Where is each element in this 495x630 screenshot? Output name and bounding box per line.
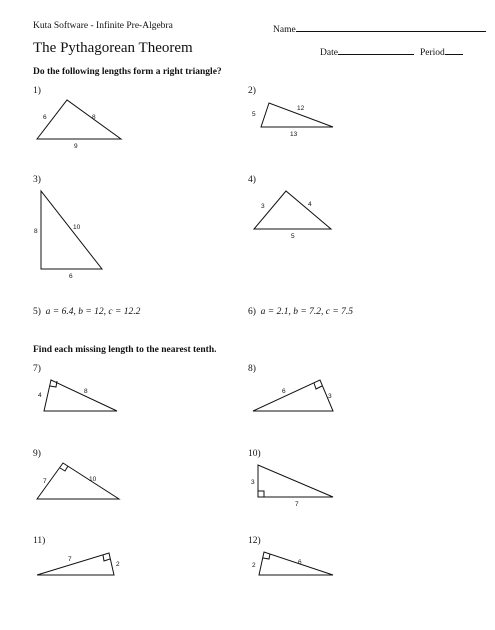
problem-4-side-label: 5: [291, 233, 295, 240]
problem-10-number: 10): [248, 449, 261, 459]
problem-2-number: 2): [248, 86, 256, 96]
page-title: The Pythagorean Theorem: [33, 40, 193, 56]
publisher-line: Kuta Software - Infinite Pre-Algebra: [33, 21, 173, 31]
problem-1-side-label: 6: [43, 114, 47, 121]
problem-7-side-label: 8: [84, 388, 88, 395]
problem-10-side-label: 7: [295, 501, 299, 508]
name-label: Name: [273, 25, 296, 35]
problem-3-outline: [41, 191, 102, 269]
problem-8-right-angle-mark: [314, 383, 322, 389]
problem-11-triangle: [37, 553, 120, 575]
problem-9-outline: [37, 463, 119, 499]
problem-9-triangle: [37, 463, 119, 499]
problem-7-outline: [44, 380, 117, 411]
problem-5-number: 5): [33, 307, 41, 317]
period-label: Period: [420, 48, 445, 58]
problem-11-side-label: 7: [68, 556, 72, 563]
problem-8-side-label: 3: [328, 393, 332, 400]
problem-7-triangle: [38, 380, 117, 411]
problem-4-side-label: 4: [308, 201, 312, 208]
problem-4-triangle: [254, 191, 331, 240]
problem-4-side-label: 3: [261, 203, 265, 210]
problem-7-number: 7): [33, 364, 41, 374]
problem-12-right-angle-mark: [263, 554, 270, 559]
problem-3-triangle: [34, 191, 102, 280]
problem-10-side-label: 3: [251, 479, 255, 486]
problem-3-side-label: 6: [69, 273, 73, 280]
problem-1-side-label: 8: [92, 114, 96, 121]
problem-7-side-label: 4: [38, 392, 42, 399]
problem-12-number: 12): [248, 536, 261, 546]
problem-2-side-label: 5: [252, 111, 256, 118]
problem-11-number: 11): [33, 536, 46, 546]
problem-12-side-label: 2: [252, 562, 256, 569]
problem-10-outline: [258, 465, 333, 497]
problem-4-outline: [254, 191, 331, 229]
problem-9-side-label: 7: [43, 478, 47, 485]
problem-8-triangle: [253, 380, 333, 411]
date-label: Date: [320, 48, 338, 58]
problem-11-outline: [37, 553, 114, 575]
problem-11-right-angle-mark: [103, 555, 110, 561]
problem-1-outline: [37, 100, 121, 139]
problem-1-number: 1): [33, 86, 41, 96]
problem-3-side-label: 10: [73, 224, 81, 231]
problem-1-triangle: [37, 100, 121, 150]
problem-10-triangle: [251, 465, 333, 508]
problem-11-side-label: 2: [116, 561, 120, 568]
problem-3-side-label: 8: [34, 228, 38, 235]
problem-2-side-label: 13: [290, 131, 298, 138]
section2-instruction: Find each missing length to the nearest tenth.: [33, 345, 217, 355]
problem-12-triangle: [252, 552, 333, 575]
problem-1-side-label: 9: [74, 143, 78, 150]
problem-8-side-label: 6: [282, 388, 286, 395]
problem-6-lengths: a = 2.1, b = 7.2, c = 7.5: [260, 307, 353, 317]
problem-2-side-label: 12: [297, 105, 305, 112]
problem-12-side-label: 6: [298, 559, 302, 566]
problem-9-number: 9): [33, 449, 41, 459]
section1-instruction: Do the following lengths form a right triangle?: [33, 67, 222, 77]
problem-4-number: 4): [248, 175, 256, 185]
problem-10-right-angle-mark: [258, 491, 264, 497]
problem-6-number: 6): [248, 307, 256, 317]
problem-5-lengths: a = 6.4, b = 12, c = 12.2: [45, 307, 141, 317]
problem-9-right-angle-mark: [60, 466, 68, 471]
problem-2-triangle: [252, 103, 333, 138]
problem-3-number: 3): [33, 175, 41, 185]
problem-8-outline: [253, 380, 333, 411]
problem-8-number: 8): [248, 364, 256, 374]
problem-9-side-label: 10: [89, 476, 97, 483]
